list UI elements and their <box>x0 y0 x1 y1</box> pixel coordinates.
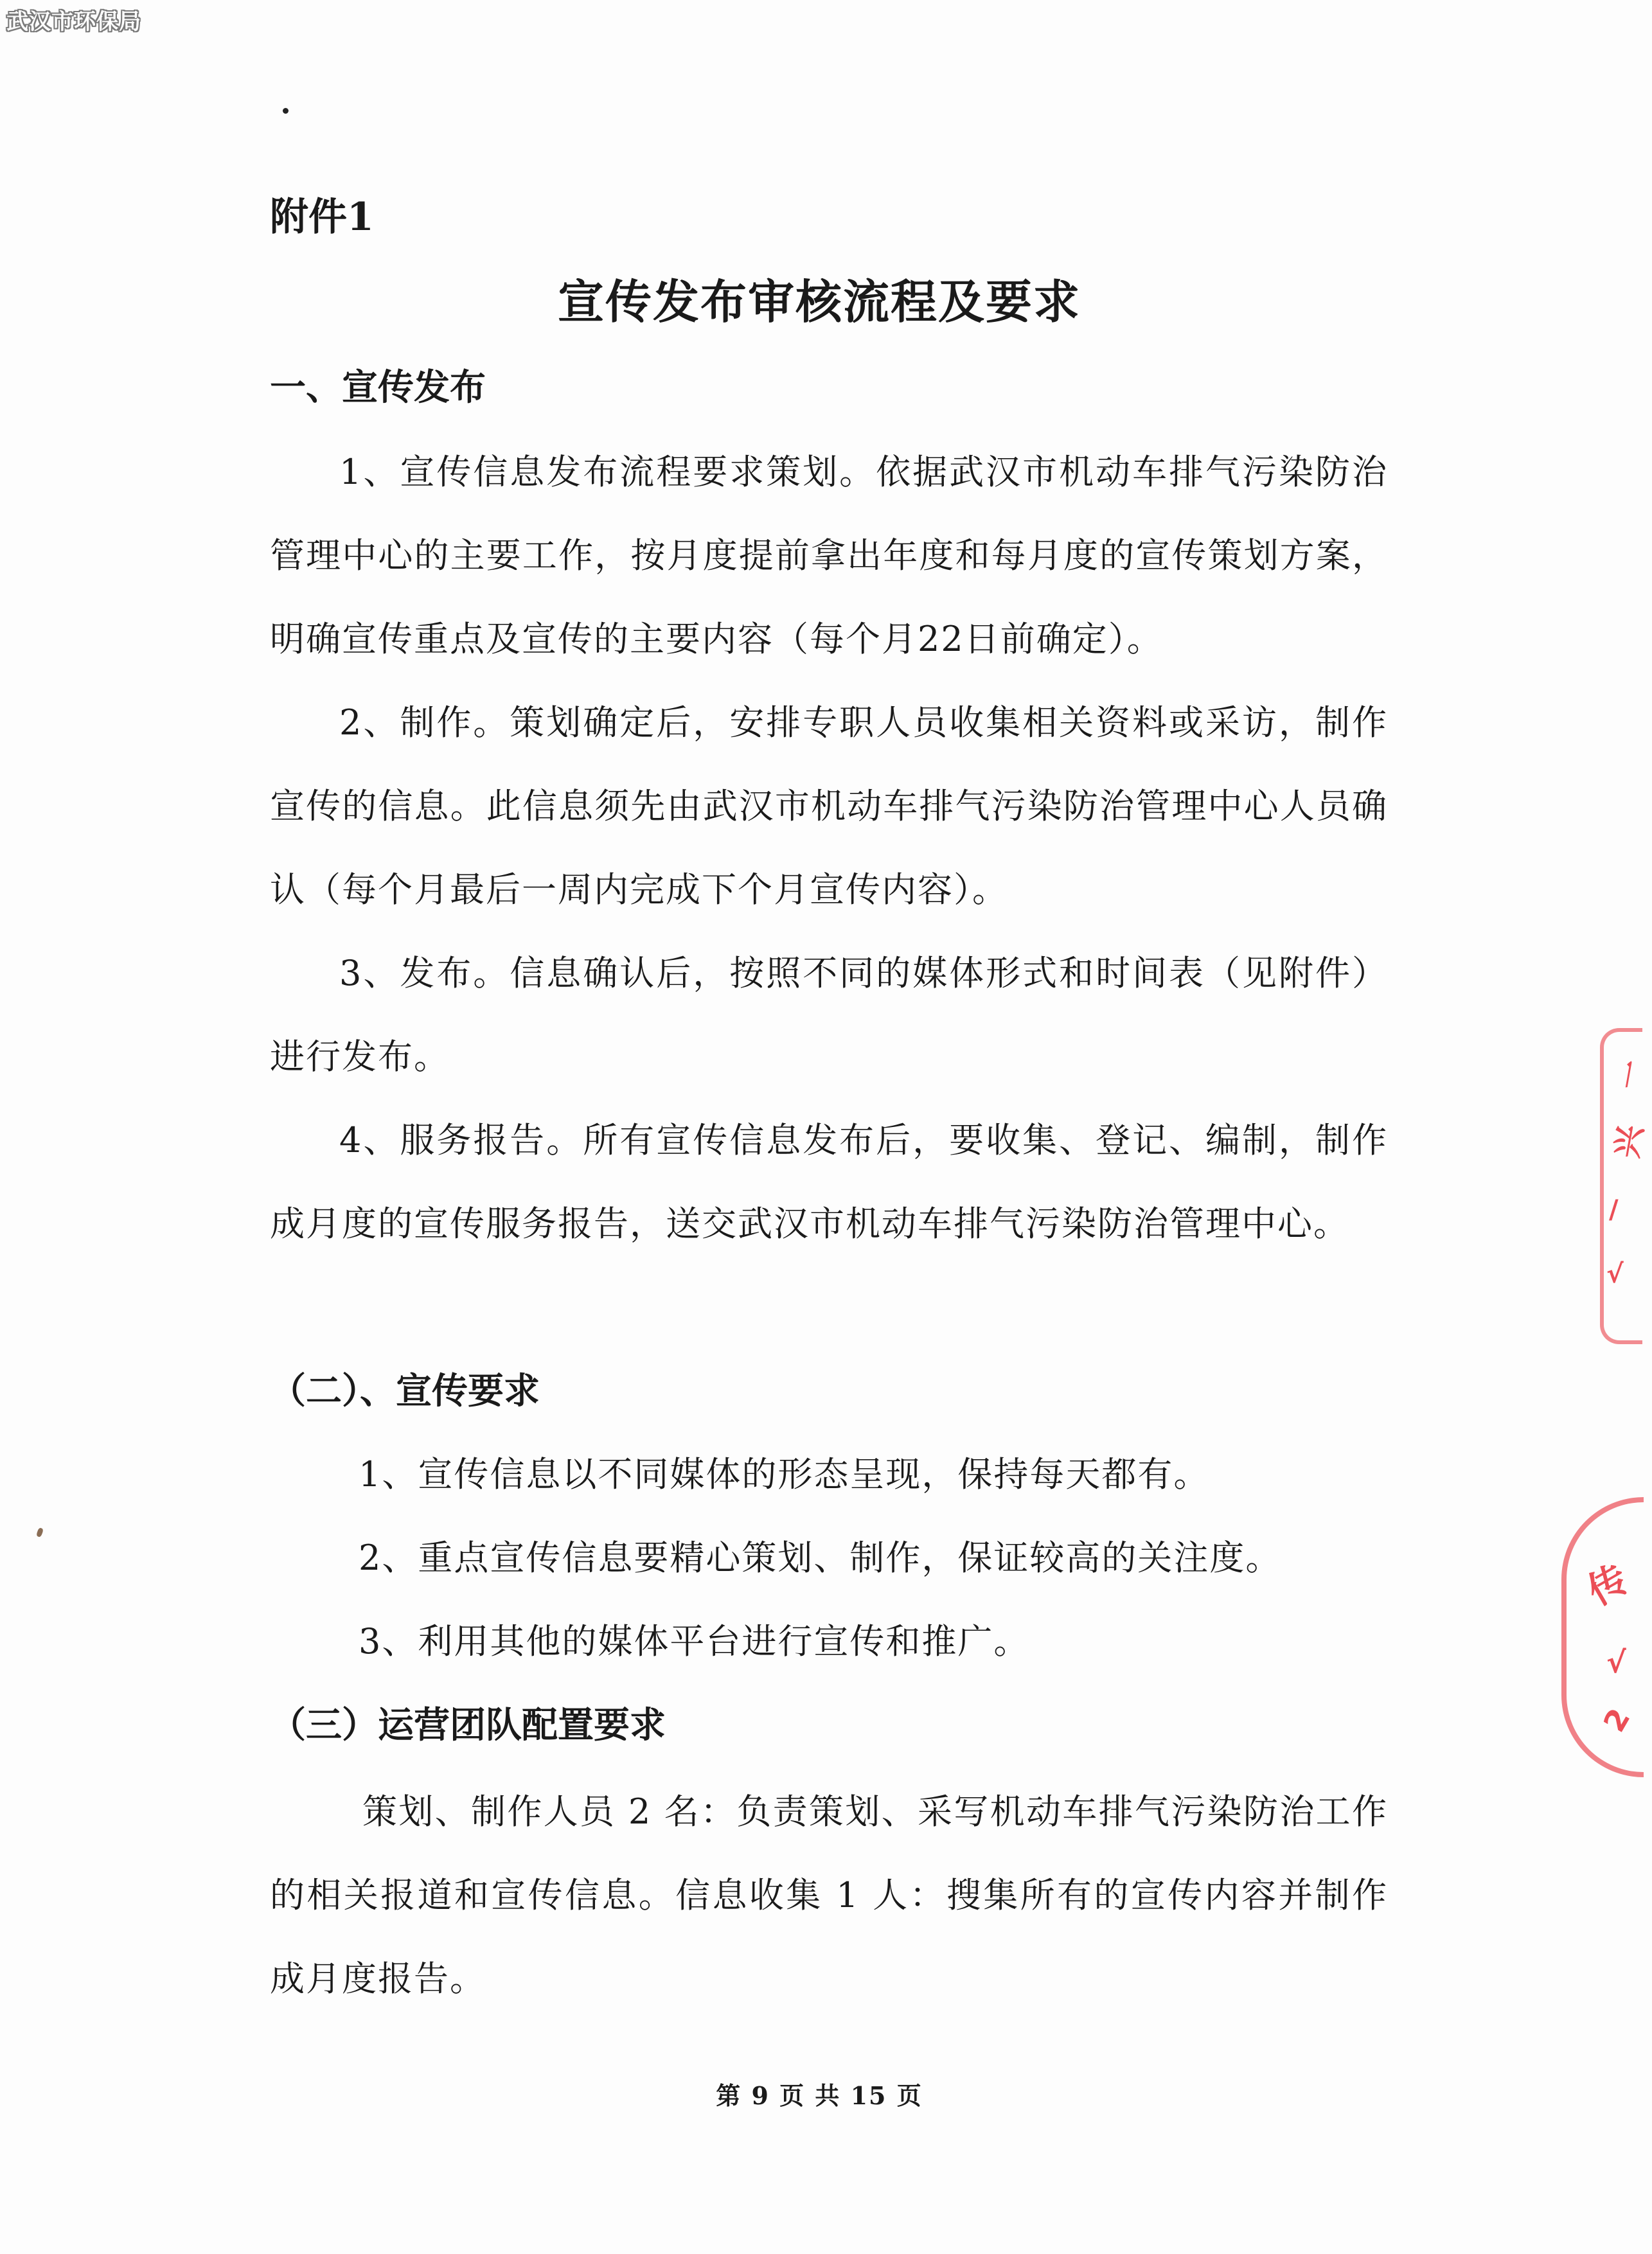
document-title: 宣传发布审核流程及要求 <box>557 274 1081 329</box>
scan-mark <box>36 1527 44 1538</box>
requirement-item-1: 1、宣传信息以不同媒体的形态呈现，保持每天都有。 <box>359 1454 1210 1495</box>
requirement-item-2: 2、重点宣传信息要精心策划、制作，保证较高的关注度。 <box>359 1538 1282 1578</box>
section-heading-2: （二）、宣传要求 <box>270 1370 540 1412</box>
section-heading-1: 一、宣传发布 <box>270 366 486 409</box>
watermark-text: 武汉市环保局 <box>6 9 141 35</box>
paragraph-3: 3、发布。信息确认后，按照不同的媒体形式和时间表（见附件）进行发布。 <box>270 953 1388 1077</box>
paragraph-team: 策划、制作人员 2 名：负责策划、采写机动车排气污染防治工作的相关报道和宣传信息。信息收集 1 人：搜集所有的宣传内容并制作成月度报告。 <box>270 1791 1388 1999</box>
stray-dot <box>283 108 289 114</box>
section-heading-3: （三）运营团队配置要求 <box>270 1704 666 1746</box>
page-footer: 第 9 页 共 15 页 <box>716 2081 923 2110</box>
paragraph-1: 1、宣传信息发布流程要求策划。依据武汉市机动车排气污染防治管理中心的主要工作，按月度提前拿出年度和每月度的宣传策划方案，明确宣传重点及宣传的主要内容（每个月22日前确定）。 <box>270 452 1388 659</box>
annex-label: 附件1 <box>270 195 374 240</box>
requirement-item-3: 3、利用其他的媒体平台进行宣传和推广。 <box>359 1621 1030 1662</box>
paragraph-4: 4、服务报告。所有宣传信息发布后，要收集、登记、编制，制作成月度的宣传服务报告，送交武汉市机动车排气污染防治管理中心。 <box>270 1120 1388 1244</box>
paragraph-2: 2、制作。策划确定后，安排专职人员收集相关资料或采访，制作宣传的信息。此信息须先由武汉市机动车排气污染防治管理中心人员确认（每个月最后一周内完成下个月宣传内容）。 <box>270 702 1388 910</box>
